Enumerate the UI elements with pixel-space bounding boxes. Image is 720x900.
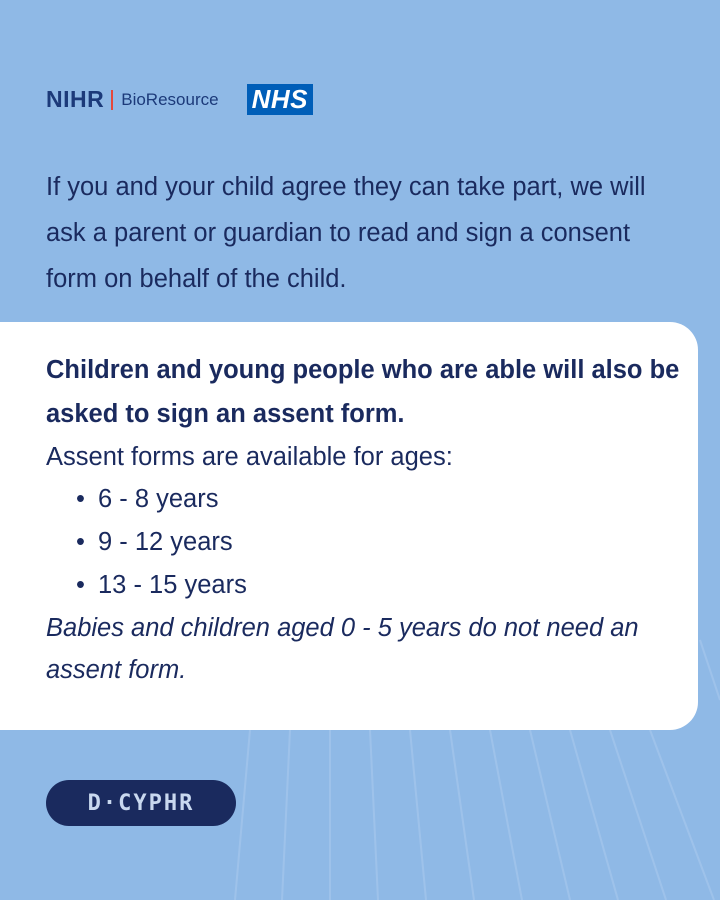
age-list-item: • 6 - 8 years xyxy=(46,478,686,521)
age-list-item: • 9 - 12 years xyxy=(46,521,686,564)
age-list xyxy=(46,478,686,607)
nhs-logo: NHS xyxy=(247,84,313,115)
card-heading: Children and young people who are able will also be asked to sign an assent form. xyxy=(46,356,680,428)
bullet-icon: • xyxy=(76,528,85,556)
card-lead: Assent forms are available for ages: xyxy=(46,443,453,471)
logo-divider xyxy=(111,90,113,110)
bullet-icon: • xyxy=(76,571,85,599)
dcyphr-logo: D·CYPHR xyxy=(46,780,236,826)
logo-row xyxy=(46,84,313,115)
bioresource-logo: BioResource xyxy=(121,89,219,109)
nihr-logo: NIHR xyxy=(46,86,105,112)
bullet-icon: • xyxy=(76,485,85,513)
age-list-item: • 13 - 15 years xyxy=(46,564,686,607)
info-card xyxy=(0,322,698,730)
card-note: Babies and children aged 0 - 5 years do not need an assent form. xyxy=(46,614,639,684)
intro-text: If you and your child agree they can take part, we will ask a parent or guardian to read and sign a consent form on behalf of the child. xyxy=(46,173,646,293)
